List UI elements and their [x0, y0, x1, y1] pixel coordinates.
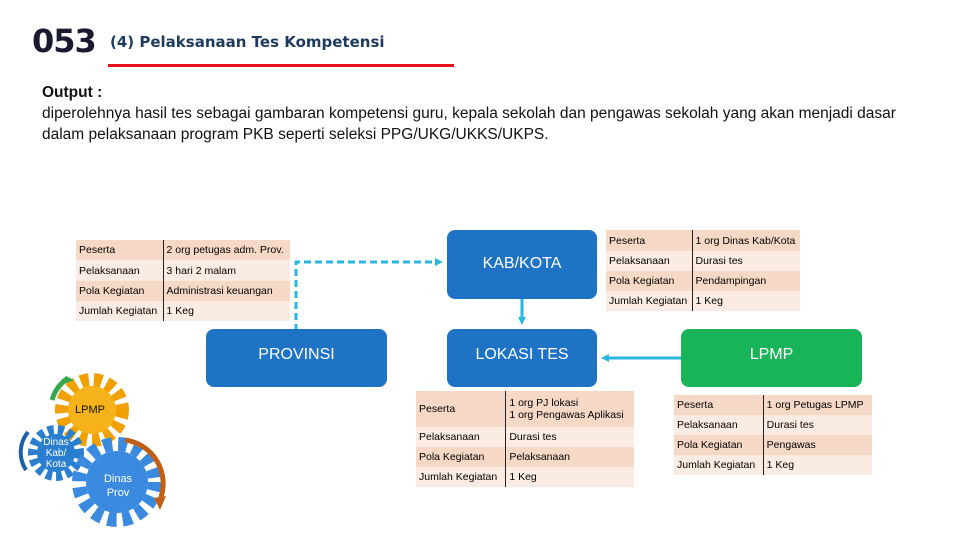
lpmp-info-table [674, 395, 872, 475]
table-value: 1 Keg [692, 291, 800, 311]
table-key: Pola Kegiatan [606, 271, 692, 291]
table-value: Pelaksanaan [506, 447, 634, 467]
provinsi-box: PROVINSI [206, 329, 387, 387]
slide-title: (4) Pelaksanaan Tes Kompetensi [110, 33, 385, 51]
table-key: Jumlah Kegiatan [416, 467, 506, 487]
slide-number: 053 [32, 22, 96, 60]
lokasi-tes-info-table [416, 391, 634, 487]
table-key: Pelaksanaan [606, 251, 692, 271]
gear-dinas-prov-label: Dinas Prov [103, 473, 133, 499]
table-value: Durasi tes [506, 427, 634, 447]
table-value: Pengawas [763, 435, 872, 455]
table-key: Pola Kegiatan [416, 447, 506, 467]
table-value: Pendampingan [692, 271, 800, 291]
kab-kota-box: KAB/KOTA [447, 230, 597, 299]
table-value: Durasi tes [692, 251, 800, 271]
gear-dinas-kab-label: Dinas Kab/ Kota [43, 437, 69, 470]
table-value: 1 org Petugas LPMP [763, 395, 872, 415]
table-value: 1 Keg [763, 455, 872, 475]
table-key: Peserta [674, 395, 763, 415]
table-value-line: 1 org Pengawas Aplikasi [509, 409, 624, 421]
table-key: Pola Kegiatan [674, 435, 763, 455]
kab-kota-info-table [606, 230, 800, 311]
table-value: 1 Keg [506, 467, 634, 487]
table-value: 1 org Dinas Kab/Kota [692, 230, 800, 251]
output-label: Output : [42, 84, 103, 101]
table-key: Peserta [76, 240, 163, 260]
table-value [506, 391, 634, 427]
table-value: Administrasi keuangan [163, 281, 290, 301]
dashed-connector-provinsi-kab [296, 262, 440, 331]
table-key: Peserta [416, 391, 506, 427]
provinsi-info-table [76, 240, 290, 321]
table-value: 3 hari 2 malam [163, 260, 290, 281]
table-value: Durasi tes [763, 415, 872, 435]
output-text: diperolehnya hasil tes sebagai gambaran kompetensi guru, kepala sekolah dan pengawas sekolah yang akan menjadi dasar dalam pelaksanaan program PKB seperti seleksi PPG/UKG/UKKS/UKPS. [42, 105, 896, 143]
table-key: Jumlah Kegiatan [76, 301, 163, 321]
table-key: Pola Kegiatan [76, 281, 163, 301]
table-key: Pelaksanaan [416, 427, 506, 447]
table-key: Pelaksanaan [674, 415, 763, 435]
table-value-line: 1 org PJ lokasi [509, 397, 579, 409]
gear-lpmp-label: LPMP [75, 404, 105, 416]
lpmp-box: LPMP [681, 329, 862, 387]
lokasi-tes-box: LOKASI TES [447, 329, 597, 387]
table-key: Pelaksanaan [76, 260, 163, 281]
table-key: Jumlah Kegiatan [674, 455, 763, 475]
table-key: Jumlah Kegiatan [606, 291, 692, 311]
table-value: 1 Keg [163, 301, 290, 321]
table-key: Peserta [606, 230, 692, 251]
table-value: 2 org petugas adm. Prov. [163, 240, 290, 260]
